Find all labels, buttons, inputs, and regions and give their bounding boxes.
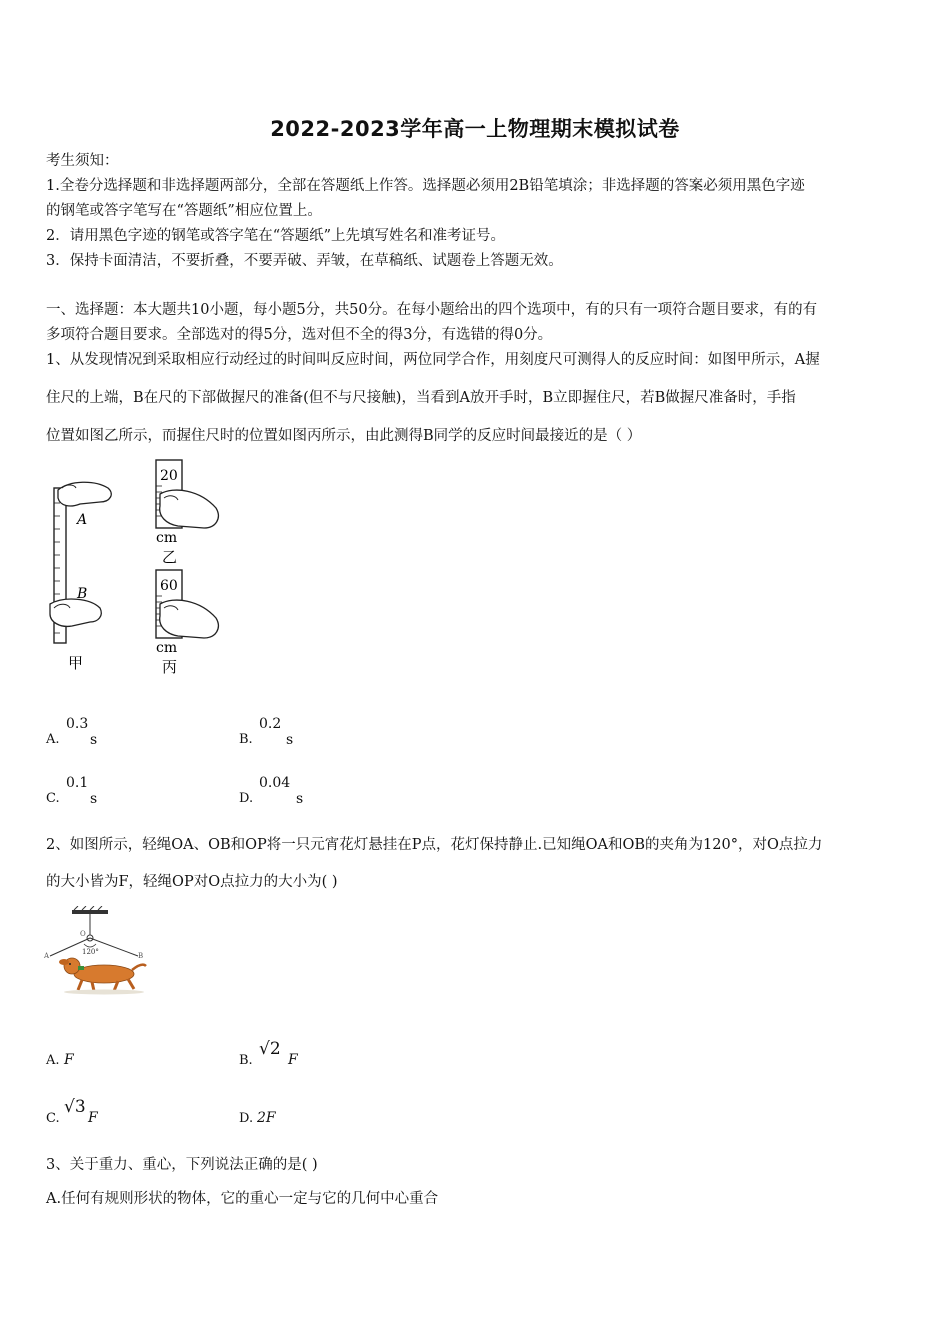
bing-top-number: 60	[160, 578, 178, 594]
notice-item-1-line-2: 的钢笔或答字笔写在“答题纸”相应位置上。	[46, 203, 322, 219]
label-a-q2: A	[44, 952, 50, 960]
ceiling-support	[72, 910, 108, 914]
caption-jia: 甲	[68, 654, 84, 672]
q1-option-a-letter: A.	[46, 732, 60, 747]
q1-stem-line-3: 位置如图乙所示，而握住尺时的位置如图丙所示，由此测得B同学的反应时间最接近的是（ ）	[46, 428, 642, 444]
label-b: B	[77, 586, 88, 602]
q1-option-b-letter: B.	[239, 732, 253, 747]
q1-option-c-letter: C.	[46, 791, 60, 806]
dog-lantern-icon	[59, 958, 146, 995]
q1-option-c-value: 0.1	[66, 775, 89, 791]
label-o: O	[80, 930, 86, 938]
q2-stem-line-2: 的大小皆为F，轻绳OP对O点拉力的大小为( )	[46, 874, 338, 890]
q1-option-d-value: 0.04	[259, 775, 291, 791]
figure-bing	[156, 570, 218, 676]
q3-option-a: A.任何有规则形状的物体，它的重心一定与它的几何中心重合	[46, 1191, 439, 1207]
q1-option-b-value: 0.2	[259, 716, 282, 732]
q2-stem-line-1: 2、如图所示，轻绳OA、OB和OP将一只元宵花灯悬挂在P点，花灯保持静止.已知绳OA和OB的夹角为120°，对O点拉力	[46, 837, 823, 853]
caption-yi: 乙	[162, 548, 178, 566]
q2-option-b-letter: B.	[239, 1053, 253, 1068]
q2-option-b-radical: √2	[259, 1039, 281, 1059]
q2-option-c-radical: √3	[64, 1097, 86, 1117]
q2-lantern-figure	[42, 906, 154, 996]
q1-ruler-figure	[40, 458, 240, 680]
hand-b-icon	[50, 599, 101, 626]
page-title: 2022-2023学年高一上物理期末模拟试卷	[270, 117, 680, 141]
angle-label: 120°	[82, 948, 99, 956]
notice-item-2: 2．请用黑色字迹的钢笔或答字笔在“答题纸”上先填写姓名和准考证号。	[46, 228, 506, 244]
q3-stem: 3、关于重力、重心，下列说法正确的是( )	[46, 1157, 318, 1173]
q1-stem-line-1: 1、从发现情况到采取相应行动经过的时间叫反应时间，两位同学合作，用刻度尺可测得人的反应时间：如图甲所示，A握	[46, 352, 820, 368]
notice-header: 考生须知：	[46, 153, 119, 169]
q2-option-a-letter: A.	[46, 1053, 60, 1068]
yi-unit: cm	[156, 530, 178, 546]
q1-option-b-unit: s	[286, 732, 294, 748]
q2-option-d-value: 2F	[257, 1110, 276, 1126]
yi-top-number: 20	[160, 468, 178, 484]
q2-option-a-value: F	[64, 1052, 74, 1068]
q1-stem-line-2: 住尺的上端，B在尺的下部做握尺的准备(但不与尺接触)，当看到A放开手时，B立即握住尺，若B做握尺准备时，手指	[46, 390, 796, 406]
label-b-q2: B	[138, 952, 144, 960]
bing-unit: cm	[156, 640, 178, 656]
section-1-line-1: 一、选择题：本大题共10小题，每小题5分，共50分。在每小题给出的四个选项中，有的只有一项符合题目要求，有的有	[46, 302, 818, 318]
q1-option-a-value: 0.3	[66, 716, 89, 732]
q1-option-d-unit: s	[296, 791, 304, 807]
figure-jia	[50, 482, 111, 672]
q2-option-d-letter: D.	[239, 1111, 254, 1126]
notice-item-3: 3．保持卡面清洁，不要折叠，不要弄破、弄皱，在草稿纸、试题卷上答题无效。	[46, 253, 563, 269]
q2-option-b-value: F	[288, 1052, 298, 1068]
q2-option-c-letter: C.	[46, 1111, 60, 1126]
caption-bing: 丙	[162, 658, 178, 676]
q1-option-d-letter: D.	[239, 791, 254, 806]
q1-option-a-unit: s	[90, 732, 98, 748]
q2-option-c-value: F	[88, 1110, 98, 1126]
label-a: A	[77, 512, 88, 528]
figure-yi	[156, 460, 218, 566]
section-1-line-2: 多项符合题目要求。全部选对的得5分，选对但不全的得3分，有选错的得0分。	[46, 327, 553, 343]
notice-item-1-line-1: 1.全卷分选择题和非选择题两部分，全部在答题纸上作答。选择题必须用2B铅笔填涂；非选择题的答案必须用黑色字迹	[46, 178, 805, 194]
q1-option-c-unit: s	[90, 791, 98, 807]
